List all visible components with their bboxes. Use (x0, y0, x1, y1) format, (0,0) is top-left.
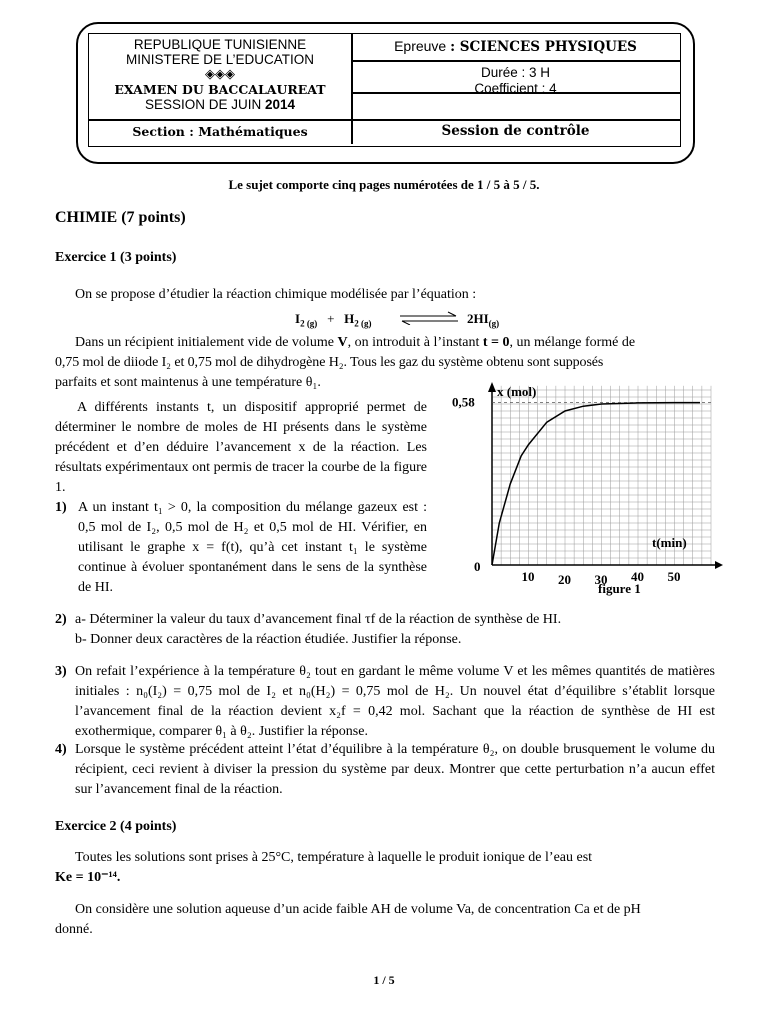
figure-caption: figure 1 (598, 581, 641, 596)
ex1-para3: A différents instants t, un dispositif approprié permet de déterminer le nombre de moles de HI présents dans le système précédent et d’en déduire l’avancement x de la réaction. Les résultats expérimentaux ont permis de tracer la courbe de la figure 1. (55, 400, 427, 495)
origin-label: 0 (474, 559, 481, 574)
header-divider-h3 (89, 119, 680, 121)
ex1-para2-line2: 0,75 mol de diiode I₂ et 0,75 mol de dihydrogène H₂. Tous les gaz du système obtenu sont supposés (55, 355, 604, 370)
header-ministere: MINISTERE DE L’EDUCATION (125, 52, 315, 67)
ex1-para2-a: Dans un récipient initialement vide de volume (75, 335, 334, 350)
y-axis-label: x (mol) (497, 384, 537, 399)
header-epreuve-value: : SCIENCES PHYSIQUES (450, 39, 637, 55)
header-divider-h1 (351, 60, 680, 62)
ex2-ke: Ke = 10⁻¹⁴. (55, 870, 121, 885)
header-epreuve (351, 39, 680, 55)
q3-text: On refait l’expérience à la température θ₂ tout en gardant le même volume V et les mêmes quantités de matières initiales : n₀(I₂) = 0,75 mol de I₂ et n₀(H₂) = 0,75 mol de H₂. Un nouvel état d’équilibre s’établit lorsque l’avancement final de la réaction devient x₂f = 0,42 mol. Sachant que la réaction de synthèse de HI est exothermique, comparer θ₁ à θ₂. Justifier la réponse. (75, 664, 715, 739)
header-session-controle: Session de contrôle (441, 123, 590, 139)
ex1-intro: On se propose d’étudier la réaction chimique modélisée par l’équation : (75, 287, 477, 302)
x-tick-20: 20 (558, 572, 571, 587)
header-diamonds: ◈◈◈ (205, 66, 235, 81)
ex2-para2: On considère une solution aqueuse d’un acide faible AH de volume Va, de concentration Ca et de pH (75, 902, 641, 917)
header-session-label: SESSION DE JUIN (144, 97, 262, 112)
x-axis-arrow-icon (715, 561, 723, 569)
x-tick-10: 10 (521, 569, 535, 584)
q2a-text: a- Déterminer la valeur du taux d’avancement final τf de la réaction de synthèse de HI. (75, 612, 562, 627)
q2-number: 2) (55, 612, 67, 627)
ex1-para2-line1 (75, 333, 715, 353)
equation-hi-sub: (g) (488, 318, 500, 329)
equilibrium-arrows-icon (398, 311, 460, 325)
chimie-title: CHIMIE (7 points) (55, 209, 186, 226)
x-tick-30: 30 (594, 572, 608, 587)
x-tick-50: 50 (667, 569, 681, 584)
header-year: 2014 (265, 97, 296, 112)
ex1-para2-volume: V (337, 335, 348, 350)
q1-number: 1) (55, 500, 67, 515)
header-table (88, 33, 681, 147)
x-axis-label: t(min) (652, 535, 687, 550)
ex1-para2-c: , on introduit à l’instant (347, 335, 480, 350)
ex1-para2-e: , un mélange formé de (509, 335, 636, 350)
ex2-para1: Toutes les solutions sont prises à 25°C, température à laquelle le produit ionique de l’eau est (75, 850, 593, 865)
header-duree: Durée : 3 H (480, 65, 551, 80)
equation-product (467, 309, 499, 334)
y-tick-058: 0,58 (452, 394, 475, 410)
y-axis-arrow-icon (488, 382, 496, 392)
header-epreuve-label: Epreuve (394, 38, 447, 54)
ex1-para2-line3: parfaits et sont maintenus à une température θ₁. (55, 375, 321, 390)
equation-plus: + (327, 311, 335, 326)
q1-text: A un instant t₁ > 0, la composition du mélange gazeux est : 0,5 mol de I₂, 0,5 mol de H₂ et 0,5 mol de HI. Vérifier, en utilisant le graphe x = f(t), qu’à cet instant t₁ le système continue à évoluer spontanément dans le sens de la synthèse de HI. (78, 500, 427, 595)
equation-i2: I (295, 311, 301, 326)
equation-hi: 2HI (467, 311, 489, 326)
exercise-1-title: Exercice 1 (3 points) (55, 250, 177, 265)
ex1-para2-t0: t = 0 (482, 335, 510, 350)
ex2-para2-end: donné. (55, 922, 93, 937)
header-session (89, 97, 351, 112)
page-number: 1 / 5 (373, 973, 395, 987)
figure-1-chart (450, 380, 725, 600)
q2b-text: b- Donner deux caractères de la réaction étudiée. Justifier la réponse. (75, 632, 462, 647)
equation-h2: H (344, 311, 355, 326)
header-examen: EXAMEN DU BACCALAUREAT (114, 82, 326, 97)
header-republique: REPUBLIQUE TUNISIENNE (133, 37, 307, 52)
q3-number: 3) (55, 664, 67, 679)
header-section: Section : Mathématiques (132, 124, 308, 139)
q4-number: 4) (55, 742, 67, 757)
equation-i2-sub: 2 (g) (300, 318, 318, 329)
pages-note: Le sujet comporte cinq pages numérotées de 1 / 5 à 5 / 5. (228, 177, 540, 192)
equation-h2-sub: 2 (g) (354, 318, 372, 329)
x-tick-40: 40 (631, 569, 644, 584)
exercise-2-title: Exercice 2 (4 points) (55, 819, 177, 834)
q4-text: Lorsque le système précédent atteint l’état d’équilibre à la température θ₂, on double brusquement le volume du récipient, ceci revient à diviser la pression du système par deux. Montrer que cette perturbation n’a aucun effet sur l’avancement final de la réaction. (75, 742, 715, 797)
header-coefficient: Coefficient : 4 (474, 81, 557, 96)
